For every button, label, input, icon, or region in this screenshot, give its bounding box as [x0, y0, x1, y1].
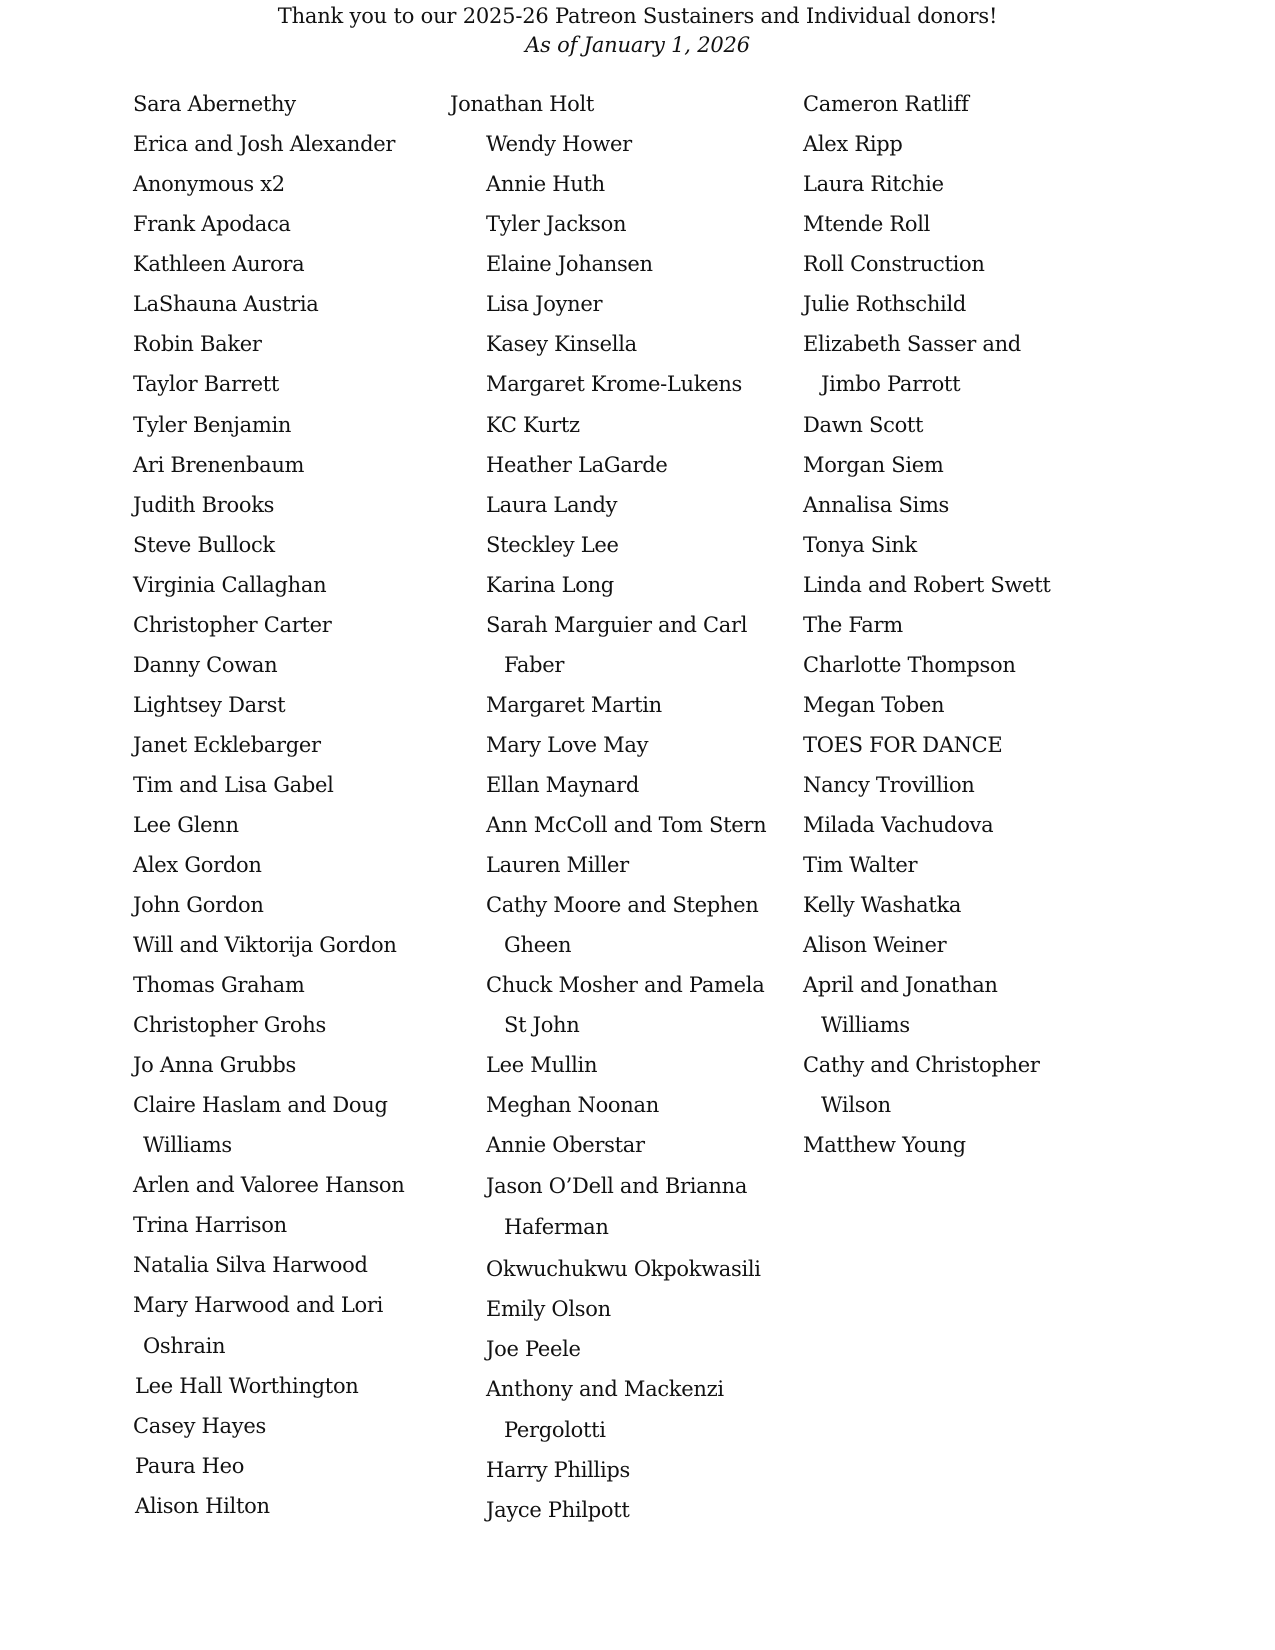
donor-name: Anthony and Mackenzi [486, 1377, 724, 1401]
donor-name: Pergolotti [504, 1418, 606, 1442]
donor-name: Danny Cowan [133, 653, 278, 677]
donor-name: LaShauna Austria [133, 292, 319, 316]
donor-name: Virginia Callaghan [133, 573, 327, 597]
donor-name: Jason O’Dell and Brianna [486, 1174, 748, 1198]
donor-name: April and Jonathan [803, 973, 998, 997]
donor-name: Sara Abernethy [133, 92, 296, 116]
donor-name: Erica and Josh Alexander [133, 132, 396, 156]
donor-name: The Farm [803, 613, 903, 637]
donor-name: Sarah Marguier and Carl [486, 613, 748, 637]
donor-name: Faber [504, 653, 565, 677]
donor-name: Arlen and Valoree Hanson [133, 1173, 405, 1197]
donor-name: Ari Brenenbaum [133, 453, 305, 477]
donor-name: Alison Weiner [803, 933, 947, 957]
donor-name: Annalisa Sims [803, 493, 950, 517]
donor-name: Lee Glenn [133, 813, 239, 837]
donor-name: Tim and Lisa Gabel [133, 773, 334, 797]
donor-name: Christopher Grohs [133, 1013, 326, 1037]
donor-name: Linda and Robert Swett [803, 573, 1051, 597]
donor-name: Margaret Martin [486, 693, 662, 717]
donor-name: Matthew Young [803, 1133, 966, 1157]
donor-name: Roll Construction [803, 252, 985, 276]
donor-name: Alex Ripp [803, 132, 903, 156]
donor-name: Natalia Silva Harwood [133, 1253, 368, 1277]
donor-name: Jayce Philpott [486, 1498, 630, 1522]
donor-name: Thomas Graham [133, 973, 305, 997]
donor-name: Laura Landy [486, 493, 618, 517]
donor-name: Judith Brooks [133, 493, 275, 517]
donor-name: Joe Peele [486, 1337, 581, 1361]
donor-name: Julie Rothschild [803, 292, 967, 316]
donor-name: Williams [821, 1013, 910, 1037]
donor-name: Frank Apodaca [133, 212, 291, 236]
donor-name: Annie Oberstar [486, 1133, 645, 1157]
donor-name: Charlotte Thompson [803, 653, 1016, 677]
donor-name: Claire Haslam and Doug [133, 1093, 388, 1117]
donor-name: Tyler Jackson [486, 212, 627, 236]
donor-name: Cathy Moore and Stephen [486, 893, 759, 917]
donor-name: Mary Harwood and Lori [133, 1293, 384, 1317]
donor-name: Kasey Kinsella [486, 332, 637, 356]
donor-name: Elizabeth Sasser and [803, 332, 1021, 356]
donor-name: TOES FOR DANCE [803, 733, 1003, 757]
donor-name: Nancy Trovillion [803, 773, 975, 797]
donor-name: Janet Ecklebarger [133, 733, 321, 757]
donor-name: Tonya Sink [803, 533, 917, 557]
donor-name: KC Kurtz [486, 413, 580, 437]
donor-name: Casey Hayes [133, 1414, 266, 1438]
donor-name: Meghan Noonan [486, 1093, 659, 1117]
donor-name: Heather LaGarde [486, 453, 668, 477]
donor-name: Ann McColl and Tom Stern [486, 813, 767, 837]
page-subtitle: As of January 1, 2026 [525, 33, 750, 57]
donor-name: Tyler Benjamin [133, 413, 292, 437]
donor-name: Paura Heo [135, 1454, 245, 1478]
donor-name: Margaret Krome-Lukens [486, 372, 743, 396]
donor-name: Mary Love May [486, 733, 649, 757]
donor-name: Chuck Mosher and Pamela [486, 973, 765, 997]
donor-name: Laura Ritchie [803, 172, 944, 196]
donor-name: Williams [143, 1133, 232, 1157]
donor-name: Christopher Carter [133, 613, 332, 637]
donor-name: Jimbo Parrott [821, 372, 961, 396]
donor-name: Steckley Lee [486, 533, 619, 557]
donor-name: Karina Long [486, 573, 614, 597]
donor-name: Lightsey Darst [133, 693, 286, 717]
page-title: Thank you to our 2025-26 Patreon Sustainers and Individual donors! [277, 4, 998, 28]
donor-name: Alison Hilton [135, 1494, 270, 1518]
donor-name: Cameron Ratliff [803, 92, 969, 116]
donor-name: Alex Gordon [133, 853, 262, 877]
donor-name: Megan Toben [803, 693, 945, 717]
donor-name: Dawn Scott [803, 413, 924, 437]
donor-name: Emily Olson [486, 1297, 611, 1321]
donor-name: Robin Baker [133, 332, 262, 356]
donor-name: Milada Vachudova [803, 813, 994, 837]
donor-name: Mtende Roll [803, 212, 931, 236]
donor-name: Oshrain [143, 1334, 226, 1358]
donor-name: Jo Anna Grubbs [133, 1053, 296, 1077]
donor-name: St John [504, 1013, 580, 1037]
donor-name: Kathleen Aurora [133, 252, 305, 276]
donor-name: Kelly Washatka [803, 893, 962, 917]
donor-name: Jonathan Holt [450, 92, 595, 116]
donor-name: Haferman [504, 1215, 609, 1239]
donor-name: Will and Viktorija Gordon [133, 933, 397, 957]
donor-name: Trina Harrison [133, 1213, 287, 1237]
donor-name: Ellan Maynard [486, 773, 639, 797]
donor-name: Lisa Joyner [486, 292, 603, 316]
donor-name: Cathy and Christopher [803, 1053, 1040, 1077]
donor-name: Okwuchukwu Okpokwasili [486, 1257, 761, 1281]
donor-name: Gheen [504, 933, 572, 957]
donor-name: Tim Walter [803, 853, 918, 877]
donor-name: Lee Mullin [486, 1053, 598, 1077]
header [0, 1, 1275, 59]
donor-name: Lauren Miller [486, 853, 629, 877]
donor-name: Anonymous x2 [133, 172, 285, 196]
donor-name: Annie Huth [486, 172, 605, 196]
donor-name: Elaine Johansen [486, 252, 653, 276]
donor-name: Wilson [821, 1093, 891, 1117]
donor-name: Steve Bullock [133, 533, 275, 557]
donor-name: Morgan Siem [803, 453, 944, 477]
donor-name: John Gordon [133, 893, 264, 917]
donor-name: Lee Hall Worthington [135, 1374, 359, 1398]
donor-name: Wendy Hower [486, 132, 632, 156]
donor-name: Taylor Barrett [133, 372, 279, 396]
donor-name: Harry Phillips [486, 1458, 630, 1482]
